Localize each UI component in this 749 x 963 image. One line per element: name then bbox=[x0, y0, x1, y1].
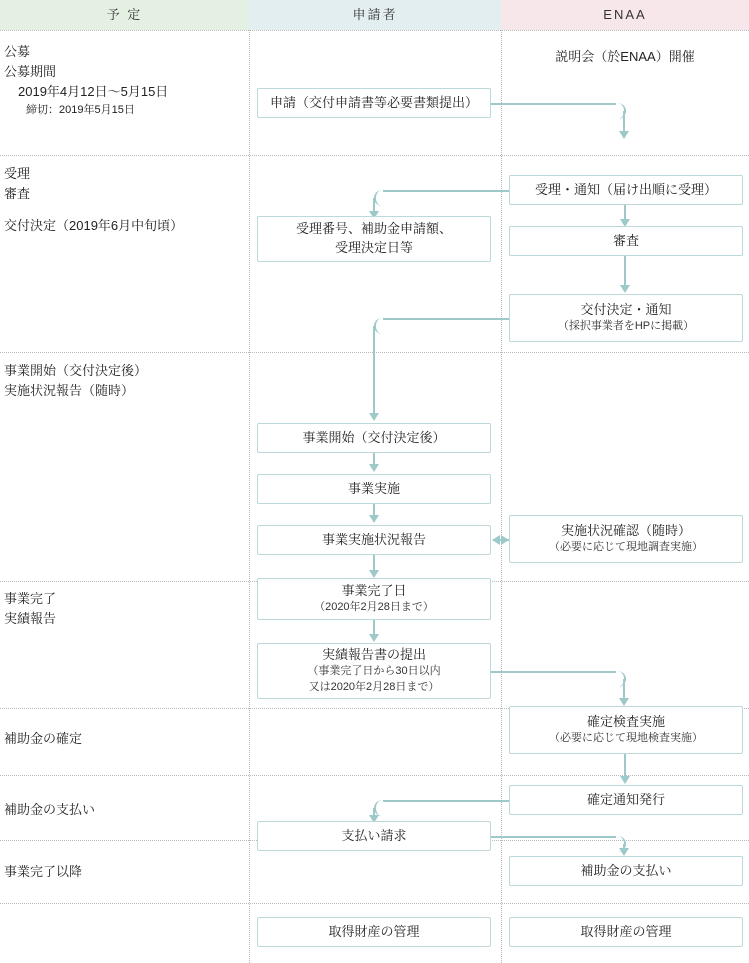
box-label: 確定検査実施 bbox=[586, 713, 665, 729]
arrow-right-icon bbox=[501, 535, 509, 545]
arrow-down-icon bbox=[369, 464, 379, 472]
schedule-line: 事業完了以降 bbox=[4, 864, 83, 879]
row-divider-header bbox=[0, 30, 749, 31]
schedule-line: 公募期間 bbox=[4, 64, 57, 80]
column-divider-left bbox=[249, 30, 250, 963]
arrow-left-icon bbox=[492, 535, 500, 545]
connector-grant-to-start-v bbox=[373, 326, 375, 416]
box-receipt-notice[interactable] bbox=[509, 175, 743, 205]
box-subsidy-payment[interactable] bbox=[509, 856, 743, 886]
arrow-down-icon bbox=[619, 131, 629, 139]
box-label: 実績報告書の提出 bbox=[321, 646, 426, 662]
box-grant-decision[interactable] bbox=[509, 294, 743, 342]
box-label: 取得財産の管理 bbox=[580, 923, 672, 939]
connector-result-to-inspection-h bbox=[491, 671, 616, 673]
arrow-down-icon bbox=[369, 413, 379, 421]
arrow-down-icon bbox=[369, 634, 379, 642]
schedule-line: 公募 bbox=[4, 44, 31, 59]
schedule-line: 締切：2019年5月15日 bbox=[26, 104, 135, 117]
box-label: 事業実施状況報告 bbox=[321, 531, 426, 547]
box-label: 交付決定・通知 bbox=[580, 301, 672, 317]
connector-apply-to-enaa-h bbox=[491, 103, 616, 105]
box-status-check[interactable] bbox=[509, 515, 743, 563]
box-sublabel-line2: 又は2020年2月28日まで） bbox=[308, 681, 440, 694]
box-label: 受理・通知（届け出順に受理） bbox=[534, 181, 717, 197]
box-label-line1: 受理番号、補助金申請額、 bbox=[295, 221, 452, 237]
box-payment-request[interactable] bbox=[257, 821, 491, 851]
row-divider-1 bbox=[0, 155, 749, 156]
box-label: 補助金の支払い bbox=[580, 862, 672, 878]
box-confirmation-notice[interactable] bbox=[509, 785, 743, 815]
schedule-line: 交付決定（2019年6月中旬頃） bbox=[4, 218, 184, 234]
box-label: 支払い請求 bbox=[341, 827, 407, 843]
column-header-applicant: 申請者 bbox=[249, 0, 501, 30]
box-result-report[interactable] bbox=[257, 643, 491, 699]
column-header-schedule: 予 定 bbox=[0, 0, 249, 30]
box-label: 審査 bbox=[612, 232, 639, 248]
connector-elbow-3 bbox=[374, 318, 392, 334]
schedule-block-shiharai bbox=[4, 800, 246, 820]
schedule-line: 2019年4月12日〜5月15日 bbox=[18, 84, 169, 100]
box-label: 事業実施 bbox=[347, 480, 400, 496]
arrow-down-icon bbox=[619, 698, 629, 706]
row-divider-7 bbox=[0, 903, 749, 904]
schedule-line: 実績報告 bbox=[4, 611, 57, 627]
arrow-down-icon bbox=[369, 515, 379, 523]
connector-result-to-inspection-v bbox=[623, 679, 625, 700]
box-sublabel: （必要に応じて現地検査実施） bbox=[549, 732, 703, 745]
box-final-inspection[interactable] bbox=[509, 706, 743, 754]
box-sublabel: （2020年2月28日まで） bbox=[314, 601, 434, 614]
schedule-line: 補助金の支払い bbox=[4, 802, 96, 817]
schedule-block-igo bbox=[4, 862, 246, 882]
box-sublabel-line1: （事業完了日から30日以内 bbox=[307, 665, 441, 678]
schedule-line: 事業完了 bbox=[4, 591, 57, 606]
box-completion-date[interactable] bbox=[257, 578, 491, 620]
row-divider-5 bbox=[0, 775, 749, 776]
schedule-block-jigyo-kaishi bbox=[4, 361, 246, 401]
box-label: 確定通知発行 bbox=[586, 791, 665, 807]
column-header-enaa: ENAA bbox=[501, 0, 749, 30]
connector-grant-to-start-h bbox=[383, 318, 509, 320]
box-label: 実施状況確認（随時） bbox=[560, 522, 691, 538]
schedule-block-juri bbox=[4, 164, 246, 236]
schedule-block-koubo bbox=[4, 42, 246, 119]
enaa-briefing-text: 説明会（於ENAA）開催 bbox=[555, 49, 695, 64]
box-project-start[interactable] bbox=[257, 423, 491, 453]
column-divider-right bbox=[501, 30, 502, 963]
schedule-line: 補助金の確定 bbox=[4, 731, 83, 746]
schedule-line: 事業開始（交付決定後） bbox=[4, 363, 148, 378]
connector-elbow-5 bbox=[374, 800, 392, 816]
arrow-down-icon bbox=[620, 285, 630, 293]
box-asset-management-enaa[interactable] bbox=[509, 917, 743, 947]
connector-receipt-to-applicant-h bbox=[383, 190, 509, 192]
schedule-block-kakutei bbox=[4, 729, 246, 749]
box-label: 取得財産の管理 bbox=[328, 923, 420, 939]
box-label-line2: 受理決定日等 bbox=[334, 240, 413, 255]
box-label: 事業開始（交付決定後） bbox=[302, 429, 446, 445]
box-label: 事業完了日 bbox=[341, 582, 407, 598]
connector-apply-to-enaa-v bbox=[623, 111, 625, 133]
arrow-down-icon bbox=[369, 570, 379, 578]
box-application[interactable] bbox=[257, 88, 491, 118]
arrow-down-icon bbox=[619, 848, 629, 856]
connector-elbow-2 bbox=[374, 190, 392, 206]
connector-notice-to-request-h bbox=[383, 800, 509, 802]
connector-inspection-to-notice bbox=[624, 754, 626, 778]
box-sublabel: （必要に応じて現地調査実施） bbox=[549, 541, 703, 554]
box-project-execution[interactable] bbox=[257, 474, 491, 504]
box-label: 申請（交付申請書等必要書類提出） bbox=[269, 94, 478, 110]
connector-screening-to-grant bbox=[624, 256, 626, 287]
schedule-line: 受理 bbox=[4, 166, 31, 181]
schedule-line: 審査 bbox=[4, 186, 31, 202]
box-progress-report[interactable] bbox=[257, 525, 491, 555]
connector-request-to-payment-h bbox=[491, 836, 616, 838]
schedule-line: 実施状況報告（随時） bbox=[4, 383, 135, 399]
box-receipt-number[interactable] bbox=[257, 216, 491, 262]
arrow-down-icon bbox=[620, 776, 630, 784]
schedule-block-kanryo bbox=[4, 589, 246, 629]
box-sublabel: （採択事業者をHPに掲載） bbox=[557, 320, 695, 333]
box-screening[interactable] bbox=[509, 226, 743, 256]
box-asset-management-applicant[interactable] bbox=[257, 917, 491, 947]
